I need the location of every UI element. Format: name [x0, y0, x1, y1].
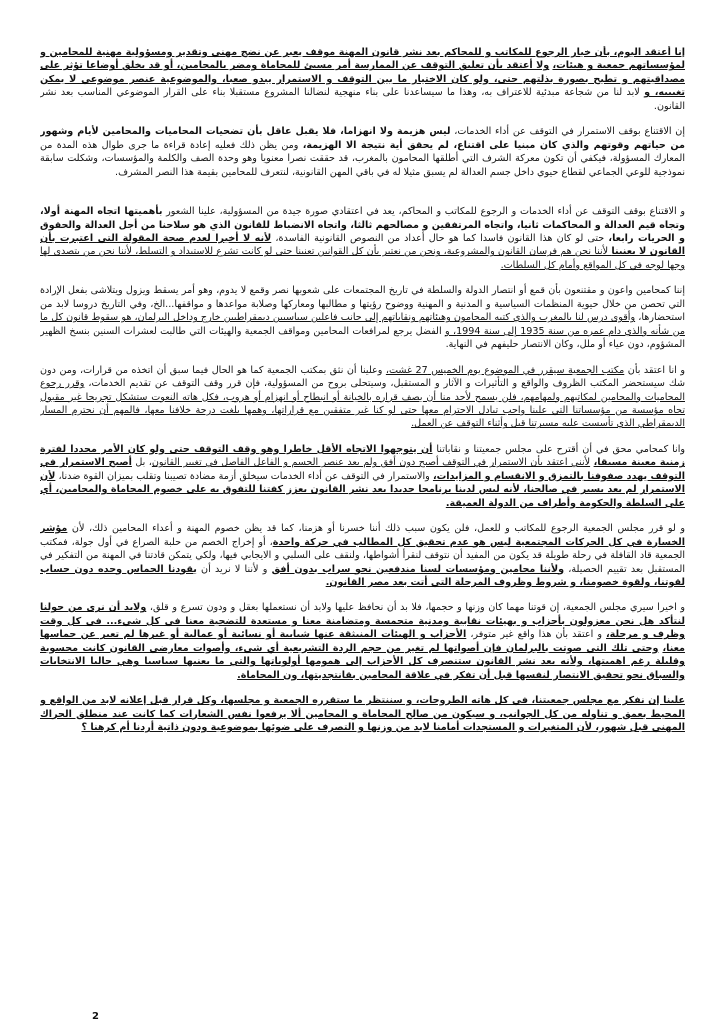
text-run: الأحزاب و الهيئات المنبثقة عنها شبابية أو نسائية أو عمالية أو غيرها لم تعبر عن حماسها معنا،	[40, 629, 685, 654]
page-number: 2	[92, 1011, 99, 1022]
text-run: يقودنا الحماس وحده دون حساب لقوتنا، ولقوة خصومنا، و شروط وظروف المرحلة التي أتت بعد مصر القانون.	[40, 563, 685, 588]
text-run: مكتب الجمعية سيقرر في الموضوع يوم الخميس 27 غشت،	[385, 364, 625, 376]
paragraph-5	[40, 364, 685, 431]
text-run: لأننا نحن هم فرسان القانون والمشروعية، ونحن من نعتبر بأن كل القوانين تعنينا حتى لو كانت تشرع للاستبداد و التسلط، لأننا نحن من يتصدى لها وجها لوجه في كل المواقع وأمام كل السلطات.	[40, 246, 685, 271]
paragraph-6	[40, 443, 685, 510]
text-run: وعلينا أن نثق بمكتب الجمعية كما هو الحال فيما سبق أن اتخذه من قرارات، ومن دون شك سيستحضر المكتب الظروف والواقع و التأثيرات و الآثار و المستقبل، وسيتحلى بروح من المسؤولية، فإن قرر وقف التوقف عن تقديم الخدمات،	[40, 364, 685, 390]
paragraph-1	[40, 46, 685, 113]
text-run: ، أو إخراج الخصم من حلبة الصراع في أول جولة، فمكتب الجمعية قاد القافلة في رحلة طويلة قد يكون من المفيد أن نتوقف لنقرأ أشواطها، ولنقف على السلبي و الايجابي فيها، ولكي يتمكن قادتنا في المهنة من التفكير في المستقبل بعد تقييم الحصيلة،	[40, 536, 685, 575]
text-run: و لو قرر مجلس الجمعية الرجوع للمكاتب و للعمل، فلن يكون سبب ذلك أننا خسرنا أو هزمنا، كما قد يظن خصوم المهنة و أعداء المحامين ذلك، لأن	[67, 523, 685, 535]
text-run: و اخيرا سيري مجلس الجمعية، إن قوتنا مهما كان وزنها و حجمها، فلا بد أن نحافظ عليها ولابد أن نستعملها بعقل و ودون تسرع و قلق،	[146, 602, 685, 614]
paragraph-8	[40, 601, 685, 682]
text-run: والاستمرار في التوقف عن أداء الخدمات سيخلق أزمة مضادة تصيبنا وتقلب بميزان القوة ضدنا،	[55, 470, 433, 482]
text-run: لأن الاستمرار لم يعد يسير في صالحنا، لأنه ليس لدينا برنامجا جديدا بعد نشر القانون يعزز كفتنا للتفوق به على خصوم المحاماة والمحامين، أي على السلطة والحكومة وأطراف من الدولة العميقة.	[40, 470, 685, 509]
paragraph-3	[40, 205, 685, 272]
text-run: ليس هزيمة ولا انهزاما، فلا يقبل عاقل بأن تضحيات المحاميات والمحامين لأيام وشهور من حياتهم وقوتهم والذي كان مبنيا على اقتناع، لم يحقق أية نتيجة الا الهزيمة،	[40, 126, 685, 151]
text-run: حتى لو كان هذا القانون فاسدا كما هو حال أعداد من النصوص القانونية الفاسدة،	[271, 232, 609, 244]
text-run: لأنني اعتقد بأن الاستمرار في التوقف أصبح دون أفق ولم يعد عنصر الحسم و الفاعل الفاصل في تغيير القانون	[151, 457, 591, 469]
text-run: وقرر رجوع المحاميات والمحامين لمكاتبهم ولمهامهم، فلن يسمح لأحد منا أن يصف قراره بالخيانة أو انبطاح أو انهزام أو هروب، فكل هاته النعوت ستشكل تجريحا غير مقبول تجاه مؤسسة من مؤسساتنا التي علينا واجب تبادل الاحترام معها حتى لو كنا غير متفقين مع قراراتها، وهمها بلغت درجة خلافنا معها، فالمهم أن نحترم المسار الديمقراطي الذي تأسست عليه مسيرتنا قبل وأثناء التوقف عن العمل.	[40, 378, 685, 430]
text-run: وحتى تلك التي صوتت بالبرلمان فإن أصواتها لم تغير من حجم الردة التشريعية أي شيء، وأصوات معارضي القانون كانت محسوبة وقليلة رغم اهميتها، ولأنه بعد نشر القانون ستنصرف كل الأحزاب إلى همومها أولوياتها والتي ما يعنيها سياسيا وهي حاليا الانتخابات والسباق نحو تحقيق الانتصار لنفسها قبل أن تفكر في علاقة المحامين بقانتجديتها، ون المحاماة.	[40, 642, 685, 681]
text-run: إن الاقتناع بوقف الاستمرار في التوقف عن أداء الخدمات،	[450, 126, 685, 138]
paragraph-7	[40, 522, 685, 589]
text-run: وأقوى درس لنا بالمغرب والذي كتبه المحامون وهيئاتهم ونقاباتهم إلى جانب فاعلين سياسيين ديمقراطيين خارج وداخل البرلمان، هو سقوط قانون كل ما من شأنه والذي دام عمره من سنة 1935 إلى سنة 1994، و	[40, 312, 685, 337]
text-run: بأهميتها اتجاه المهنة أولا، وتجاه قيم العدالة و المحاكمات ثانيا، واتجاه المرتفقين و مصالحهم ثالثا، واتجاه الانضباط للقانون الذي هو سلاحنا من أجل العدالة والحقوق و الحريات رابعا،	[40, 206, 685, 244]
text-run: مؤشر الخسارة في كل الحركات المجتمعية ليس هو عدم تحقيق كل المطالب في حركة واحدة	[40, 523, 685, 548]
document-page	[40, 46, 685, 996]
text-run: إننا كمحامين واعون و مقتنعون بأن قمع أو انتصار الدولة والسلطة في تاريخ المجتمعات على شعوبها نصر وقمع لا يدوم، وهو أمر يسقط ويزول ويتلاشى بفعل الإرادة التي تحصن من خلال حيوية المنظمات السياسية و المدنية و المهنية ووضوح رؤيتها و مطالبها ومعاركها وصلابة مواعدها و مواقفها...الخ، وفي التاريخ دروسا لابد من استحضارها،	[40, 285, 685, 324]
text-run: ولابد أن نرى من حولنا لنتأكد هل نحن معزولون بأحزاب و بهيئات نقابية ومدنية متحمسة ومتضامنة معنا و مستعدة للتضحية معنا في كل شيء... في كل وقت وظرف و مرحلة،	[40, 602, 685, 641]
text-run: ومن يظن ذلك فعليه إعادة قراءة ما جرى طوال هذه المدة من المعارك المسؤولة، فيكفي أن تكون معركة الشرف التي أطلقها المحامون بالمغرب، قد حققت نصرا معنويا وهو وحدة الصف والكلمة والمؤسسات، وشكلت سابقة نموذجية للوعي الجماعي لقطاع حيوي داخل جسم العدالة لم يسبق مثيلا له في باقي المهن القانونية، لنتعرف للمحامين بقيمة هذا النصر المشرف.	[40, 139, 685, 178]
text-run: أن يتوجهوا الاتجاه الأقل خاطرا وهو وقف التوقف حتى ولو كان الأمر محددا لفترة زمنية معينة مسبقا،	[40, 443, 685, 469]
paragraph-9	[40, 694, 685, 734]
text-run: ، بل	[131, 457, 152, 469]
text-run: علينا إن نفكر مع مجلس جمعيتنا، في كل هاته الطروحات، و سننتظر ما ستقرره الجمعية و مجلسها، وكل قرار قبل إعلانه لابد من الواقع و المحيط بعمق و تناوله من كل الجوانب، و سيكون من صالح المحاماة و المحامين ألا يرفعوا نفس الشعارات كما كانت عند منطلق الحراك المهني قبل شهور، لأن المتغيرات و المستجدات أمامنا لابد من وزنها و التصرف على ضوئها بموضوعية ودون ذاتية أردنا أم كرهنا ؟	[40, 695, 685, 734]
text-run: لأنه لا أخيرا لعدم صحة المقولة التي اعتبرت بأن القانون لا يعنينا	[40, 232, 685, 258]
text-run: و انا اعتقد بأن	[624, 364, 685, 376]
text-run: الفضل يرجع لمرافعات المحامين ومواقف الجمعية والهيئات التي طالبت لعشرات السنين بنسخ الظهير المشؤوم، دون عياء أو ملل، وكان الانتصار حليفهم في النهاية.	[40, 325, 685, 351]
text-run: و اعتقد بأن هذا واقع غير متوفر،	[466, 629, 607, 641]
text-run: ولا أعتقد بأن تعليق التوقف عن الممارسة أمر مسيئ للمحاماة ومضر بالمحامين، أو قد يخلق أوضاعا تؤثر على مصداقيتهم و تطيح بصورة بذلتهم حتى، ولو كان الاختيار ما بين التوقف و الاستمرار يبدو صعبا، والموضوعية عنصر موضوعي لا يمكن تغييبه، و	[40, 60, 685, 99]
text-run: وانا كمحامي محق في أن أقترح على مجلس جمعيتنا و نقاباتنا	[432, 443, 685, 455]
text-run: أصبح الاستمرار في التوقف يهدد صفوفنا بالتمزق و الانقسام و المزايدات،	[40, 457, 685, 482]
paragraph-2	[40, 125, 685, 179]
text-run: إنا أعتقد اليوم، بأن خيار الرجوع للمكاتب و للمحاكم بعد نشر قانون المهنة موقف يعبر عن نضج مهني وتقدير ومسؤولية مهنية للمحامين و لمؤسساتهم جمعية و هيئات،	[40, 47, 685, 72]
text-run: و الاقتناع بوقف التوقف عن أداء الخدمات و الرجوع للمكاتب و المحاكم، يعد في اعتقادي صورة جيدة من المسؤولية، علينا الشعور	[162, 206, 685, 218]
text-run: لابد لنا من شجاعة مبدئية للاعتراف به، وهذا ما سيساعدنا على بناء منهجية لنضالنا المشروع مستقبلا بناء على القرار الموضوعي المناسب بعد نشر القانون.	[40, 87, 685, 112]
paragraph-4	[40, 284, 685, 351]
text-run: ولأننا محامين ومؤسسات لسنا مندفعين نحو سراب بدون أفق	[271, 563, 565, 575]
text-run: و لأننا لا نريد أن	[196, 563, 272, 575]
